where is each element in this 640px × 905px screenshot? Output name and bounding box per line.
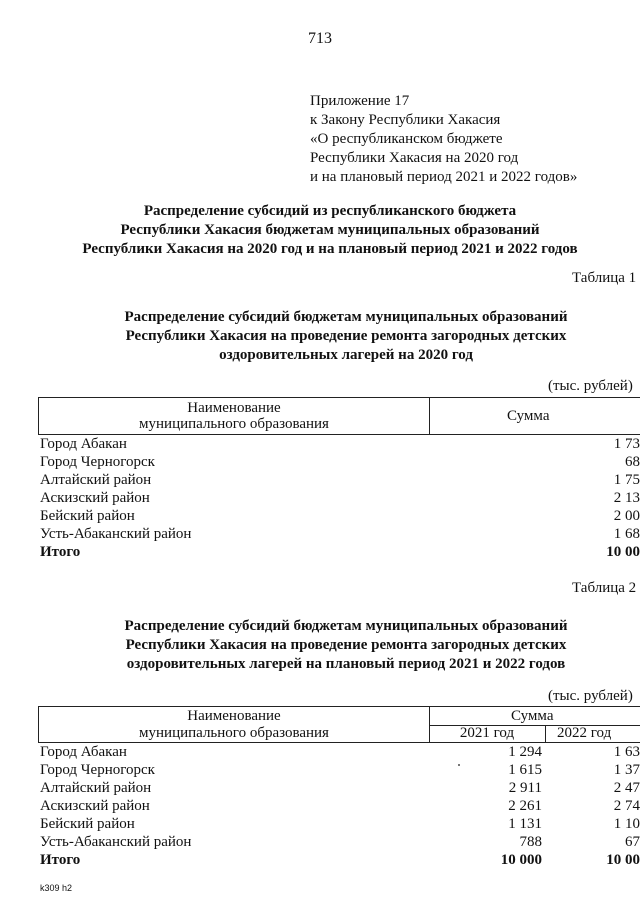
appendix-line: к Закону Республики Хакасия bbox=[310, 112, 501, 128]
table-row bbox=[40, 435, 640, 453]
table-row bbox=[40, 815, 640, 833]
total-2021: 10 000 bbox=[500, 852, 542, 868]
row-name: Усть-Абаканский район bbox=[40, 834, 192, 850]
table1-header-name bbox=[39, 398, 430, 434]
row-2022: 67 bbox=[625, 834, 640, 850]
table-total-row bbox=[40, 851, 640, 869]
scan-speck bbox=[458, 764, 460, 766]
table2-header-2021: 2021 год bbox=[429, 725, 546, 742]
table2-header bbox=[38, 706, 640, 743]
row-name: Аскизский район bbox=[40, 490, 150, 506]
main-title-line: Республики Хакасия на 2020 год и на плановый период 2021 и 2022 годов bbox=[82, 241, 578, 257]
table1-header-sum: Сумма bbox=[507, 408, 550, 424]
footer-code: k309 h2 bbox=[40, 883, 73, 893]
header-name-line2: муниципального образования bbox=[139, 416, 329, 432]
table1-title bbox=[0, 308, 640, 365]
table2-unit: (тыс. рублей) bbox=[548, 688, 633, 704]
table-row bbox=[40, 453, 640, 471]
appendix-reference bbox=[310, 92, 577, 187]
table2-body bbox=[40, 743, 640, 869]
row-sum: 1 68 bbox=[613, 526, 640, 542]
table-row bbox=[40, 833, 640, 851]
table1-label: Таблица 1 bbox=[572, 270, 637, 286]
header-name-line1: Наименование bbox=[187, 708, 281, 724]
table-row bbox=[40, 743, 640, 761]
page-number: 713 bbox=[308, 30, 332, 47]
row-name: Алтайский район bbox=[40, 780, 152, 796]
table-row bbox=[40, 797, 640, 815]
row-2021: 2 911 bbox=[508, 780, 542, 796]
row-name: Бейский район bbox=[40, 816, 135, 832]
row-sum: 1 75 bbox=[613, 472, 640, 488]
header-name-line1: Наименование bbox=[187, 400, 281, 416]
table1-body bbox=[40, 435, 640, 561]
row-name: Город Абакан bbox=[40, 436, 127, 452]
row-sum: 2 13 bbox=[613, 490, 640, 506]
total-2022: 10 00 bbox=[606, 852, 640, 868]
table2-title bbox=[0, 617, 640, 674]
table-row bbox=[40, 761, 640, 779]
table1-unit: (тыс. рублей) bbox=[548, 378, 633, 394]
appendix-line: Республики Хакасия на 2020 год bbox=[310, 150, 519, 166]
table1-title-line: Республики Хакасия на проведение ремонта загородных детских bbox=[125, 328, 567, 344]
row-2021: 2 261 bbox=[508, 798, 542, 814]
total-sum: 10 00 bbox=[606, 544, 640, 560]
row-2021: 788 bbox=[519, 834, 542, 850]
row-name: Город Абакан bbox=[40, 744, 127, 760]
table2-label: Таблица 2 bbox=[572, 580, 637, 596]
row-2022: 2 74 bbox=[613, 798, 640, 814]
row-2021: 1 131 bbox=[508, 816, 542, 832]
main-title-line: Республики Хакасия бюджетам муниципальных образований bbox=[120, 222, 540, 238]
row-2022: 2 47 bbox=[613, 780, 640, 796]
row-2022: 1 63 bbox=[613, 744, 640, 760]
table-row bbox=[40, 507, 640, 525]
appendix-line: Приложение 17 bbox=[310, 93, 410, 109]
total-label: Итого bbox=[40, 852, 81, 868]
row-sum: 2 00 bbox=[613, 508, 640, 524]
table-row bbox=[40, 471, 640, 489]
row-name: Бейский район bbox=[40, 508, 135, 524]
table2-header-2022: 2022 год bbox=[557, 725, 612, 741]
table2-header-name bbox=[39, 707, 430, 742]
row-2021: 1 294 bbox=[508, 744, 542, 760]
row-name: Алтайский район bbox=[40, 472, 152, 488]
table2-title-line: Распределение субсидий бюджетам муниципальных образований bbox=[124, 618, 568, 634]
row-name: Аскизский район bbox=[40, 798, 150, 814]
row-2022: 1 10 bbox=[613, 816, 640, 832]
row-name: Город Черногорск bbox=[40, 454, 155, 470]
table1-title-line: оздоровительных лагерей на 2020 год bbox=[219, 347, 473, 363]
main-title bbox=[0, 202, 640, 259]
table-row bbox=[40, 779, 640, 797]
main-title-line: Распределение субсидий из республиканского бюджета bbox=[143, 203, 517, 219]
row-2021: 1 615 bbox=[508, 762, 542, 778]
row-name: Усть-Абаканский район bbox=[40, 526, 192, 542]
header-name-line2: муниципального образования bbox=[139, 725, 329, 741]
appendix-line: и на плановый период 2021 и 2022 годов» bbox=[310, 169, 578, 185]
table2-title-line: Республики Хакасия на проведение ремонта загородных детских bbox=[125, 637, 567, 653]
total-label: Итого bbox=[40, 544, 81, 560]
table-row bbox=[40, 525, 640, 543]
row-sum: 1 73 bbox=[613, 436, 640, 452]
table2-header-sum: Сумма bbox=[429, 707, 640, 726]
row-sum: 68 bbox=[625, 454, 640, 470]
row-2022: 1 37 bbox=[613, 762, 640, 778]
row-name: Город Черногорск bbox=[40, 762, 155, 778]
table1-header bbox=[38, 397, 640, 435]
table-row bbox=[40, 489, 640, 507]
table-total-row bbox=[40, 543, 640, 561]
appendix-line: «О республиканском бюджете bbox=[310, 131, 503, 147]
table2-title-line: оздоровительных лагерей на плановый период 2021 и 2022 годов bbox=[126, 656, 566, 672]
table1-title-line: Распределение субсидий бюджетам муниципальных образований bbox=[124, 309, 568, 325]
